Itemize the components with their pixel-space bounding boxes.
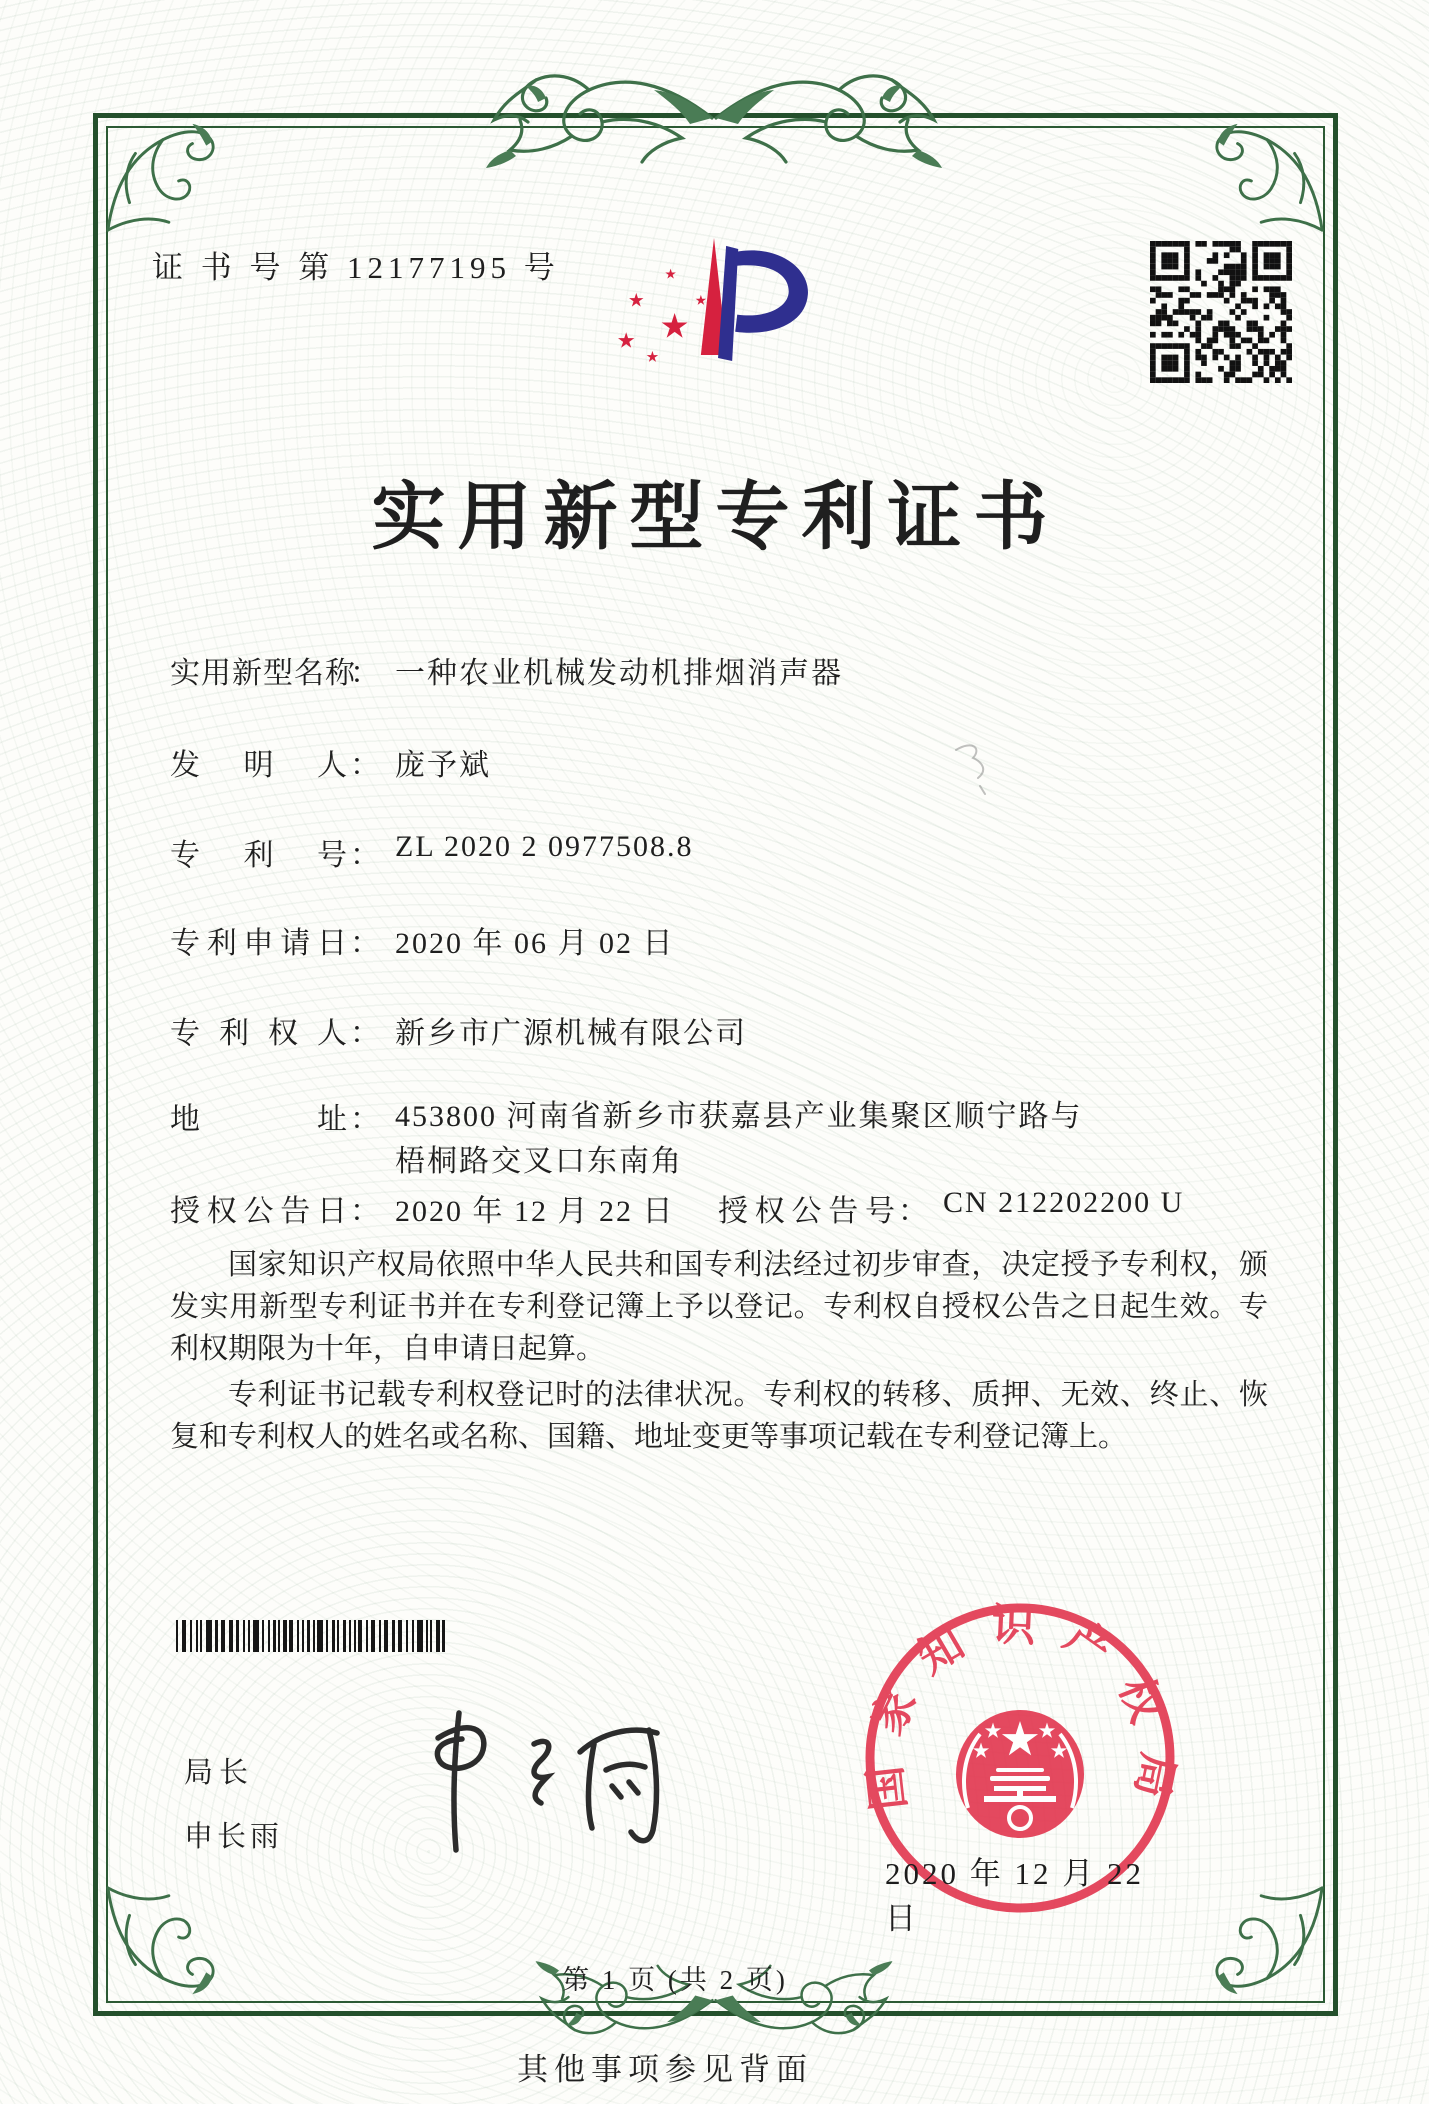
field-type-name: 实用新型名称： 一种农业机械发动机排烟消声器 (170, 648, 843, 692)
director-title: 局长 (184, 1757, 255, 1789)
field-value: 2020 年 12 月 22 日 (395, 1195, 675, 1228)
seal-date: 2020 年 12 月 22 日 (885, 1856, 1144, 1936)
legal-paragraph-2: 专利证书记载专利权登记时的法律状况。专利权的转移、质押、无效、终止、恢复和专利权人的姓名或名称、国籍、地址变更等事项记载在专利登记簿上。 (170, 1379, 1268, 1453)
field-value: 453800 河南省新乡市获嘉县产业集聚区顺宁路与梧桐路交叉口东南角 (395, 1100, 1083, 1178)
field-value: 一种农业机械发动机排烟消声器 (395, 657, 843, 690)
corner-ornament-bottom-left (100, 1880, 218, 1998)
qr-code (1150, 241, 1292, 383)
top-dragon-ornament (484, 62, 944, 172)
field-label: 地址 (170, 1103, 348, 1136)
corner-ornament-bottom-right (1212, 1880, 1330, 1998)
back-side-note: 其他事项参见背面 (517, 2052, 813, 2087)
corner-ornament-top-right (1212, 120, 1330, 238)
field-label: 授权公告号 (718, 1195, 896, 1228)
page-number: 第 1 页 (共 2 页) (562, 1965, 788, 1995)
corner-ornament-top-left (100, 120, 218, 238)
barcode (176, 1620, 450, 1652)
field-patent-number: 专利号： ZL 2020 2 0977508.8 (170, 830, 694, 872)
director-name: 申长雨 (184, 1821, 284, 1853)
field-filing-date: 专利申请日： 2020 年 06 月 02 日 (170, 918, 675, 962)
pen-mark (948, 738, 1000, 804)
field-label: 实用新型名称 (170, 657, 356, 690)
field-address: 地址： 453800 河南省新乡市获嘉县产业集聚区顺宁路与梧桐路交叉口东南角 (170, 1094, 1095, 1184)
director-signature-handwriting (382, 1698, 684, 1870)
field-value: CN 212202200 U (943, 1186, 1185, 1219)
legal-text (170, 1244, 1268, 1462)
field-grant-date: 授权公告日： 2020 年 12 月 22 日 (170, 1186, 675, 1230)
legal-paragraph-1: 国家知识产权局依照中华人民共和国专利法经过初步审查，决定授予专利权，颁发实用新型专利证书并在专利登记簿上予以登记。专利权自授权公告之日起生效。专利权期限为十年，自申请日起算。 (170, 1249, 1268, 1365)
field-value: 新乡市广源机械有限公司 (395, 1017, 747, 1050)
field-value: 2020 年 06 月 02 日 (395, 927, 675, 960)
page-title: 实用新型专利证书 (371, 477, 1060, 559)
field-label: 专利号 (170, 839, 348, 872)
field-inventor: 发明人： 庞予斌 (170, 740, 491, 784)
certificate-number: 证 书 号 第 12177195 号 (152, 250, 560, 285)
field-label: 发明人 (170, 749, 348, 782)
cnipa-logo (608, 232, 820, 382)
field-value: ZL 2020 2 0977508.8 (395, 830, 694, 863)
field-label: 专利申请日 (170, 927, 348, 960)
field-label: 授权公告日 (170, 1195, 348, 1228)
field-value: 庞予斌 (395, 749, 491, 782)
seal-ring-text: 国家知识产权局 (858, 1600, 1183, 1827)
field-label: 专利权人 (170, 1017, 348, 1050)
field-patentee: 专利权人： 新乡市广源机械有限公司 (170, 1008, 747, 1052)
field-grant-number: 授权公告号： CN 212202200 U (718, 1186, 1185, 1228)
national-emblem (956, 1710, 1084, 1838)
